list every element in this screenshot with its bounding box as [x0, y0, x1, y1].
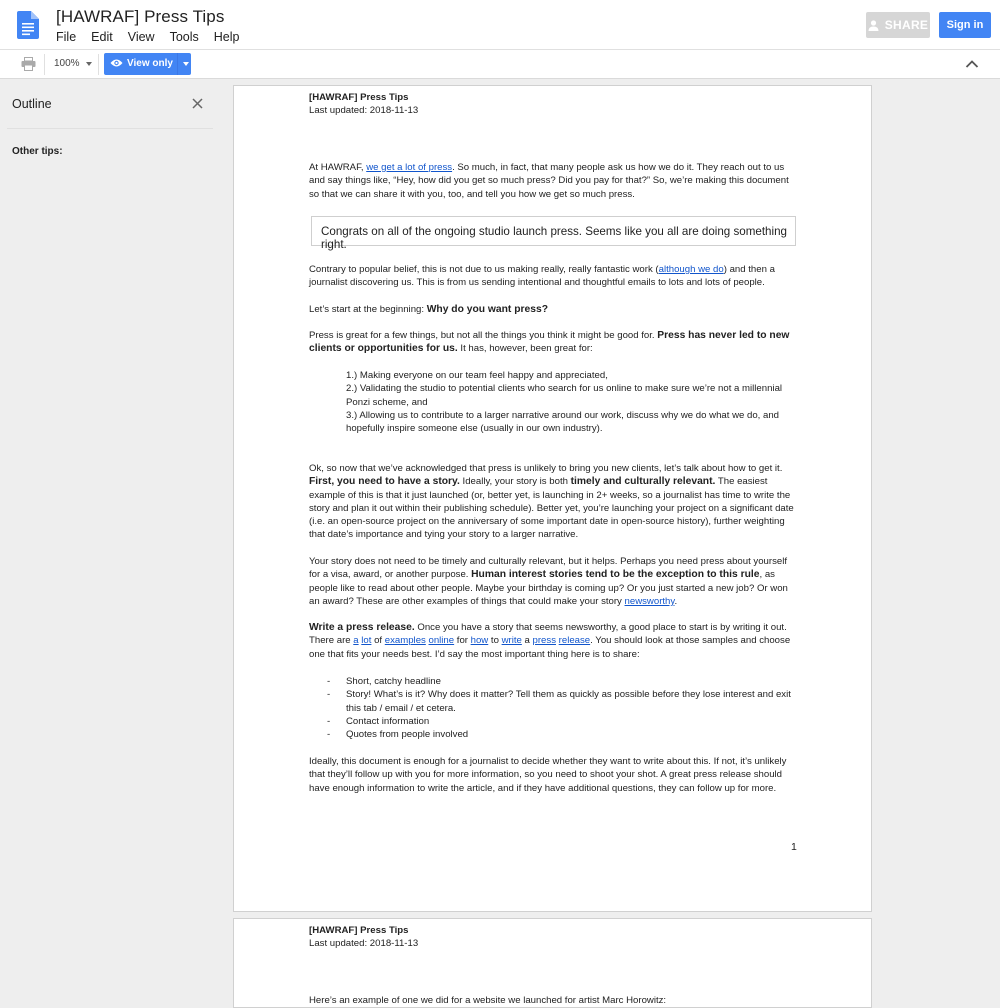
story-paragraph	[309, 462, 798, 542]
google-docs-logo-icon[interactable]	[17, 11, 39, 39]
document-page	[233, 918, 872, 1008]
bold-run: First, you need to have a story.	[309, 476, 460, 488]
text-run: It has, however, been great for:	[457, 343, 593, 355]
toolbar-separator	[98, 54, 99, 75]
text-run: Contrary to popular belief, this is not due to us making really, really fantastic work (	[309, 264, 659, 275]
list-item-text: Contact information	[346, 715, 430, 727]
close-icon[interactable]	[192, 98, 203, 109]
header-title: [HAWRAF] Press Tips	[309, 925, 409, 936]
list-item: 2.) Validating the studio to potential clients who search for us online to make sure we’re not a millennial Ponzi scheme, and	[346, 383, 783, 408]
person-icon	[868, 20, 879, 31]
text-run: .	[674, 595, 678, 607]
list-item: 3.) Allowing us to contribute to a larger narrative around our work, discuss why we do what we do, and hopefully inspire someone else (usually in our own industry).	[346, 409, 780, 435]
outline-panel	[0, 79, 225, 1000]
text-run: Once you have a story that seems newsworthy, a good place to start is by writing it out. There are	[309, 622, 787, 647]
list-item	[327, 675, 797, 688]
example-link[interactable]: a	[353, 635, 359, 647]
page-number: 1	[791, 841, 797, 853]
newsworthy-link[interactable]: newsworthy	[624, 595, 675, 607]
example-link[interactable]: online	[428, 635, 455, 647]
intro-paragraph	[309, 161, 798, 201]
eye-icon	[110, 58, 123, 68]
menu-bar	[56, 29, 254, 45]
menu-view[interactable]: View	[127, 30, 155, 44]
document-page	[233, 85, 872, 912]
human-interest-paragraph	[309, 555, 798, 608]
list-item	[327, 688, 797, 715]
toolbar-separator	[44, 54, 45, 75]
list-item-text: Quotes from people involved	[346, 729, 469, 741]
text-run: to	[488, 635, 502, 647]
quote-box: Congrats on all of the ongoing studio launch press. Seems like you all are doing something right.	[311, 216, 796, 246]
press-link[interactable]: we get a lot of press	[366, 162, 453, 173]
document-title: [HAWRAF] Press Tips	[56, 7, 225, 26]
header-date: Last updated: 2018-11-13	[309, 938, 419, 950]
menu-edit[interactable]: Edit	[91, 30, 113, 44]
share-button[interactable]	[866, 12, 930, 38]
view-mode-button[interactable]	[104, 53, 191, 75]
list-item	[327, 715, 797, 728]
list-item	[327, 728, 797, 741]
example-link[interactable]: press	[532, 635, 556, 647]
zoom-select[interactable]: 100%	[54, 58, 80, 69]
print-icon[interactable]	[21, 57, 36, 71]
text-run: of	[371, 635, 385, 647]
list-item: 1.) Making everyone on our team feel happy and appreciated,	[346, 370, 608, 381]
bold-run: Write a press release.	[309, 622, 415, 633]
header-title: [HAWRAF] Press Tips	[309, 92, 409, 103]
page-header	[309, 91, 798, 118]
bullet-dash: -	[327, 676, 331, 687]
great-paragraph	[309, 329, 798, 356]
text-run: a	[521, 635, 533, 647]
toolbar	[0, 50, 1000, 79]
text-run: The easiest example of this is that it just launched (or, better yet, is launching in 2+ weeks, so a journalist has time to write the story and plan it out within their publishing schedule). Better yet, you’re launching your project on a significant date (i.e. an open-source project on the anniversary of some important date in open-source history), further weighting that date’s importance and tying your story to a larger narrative.	[309, 476, 794, 541]
text-run: ) and then a journalist discovering us. This is from us sending intentional and thoughtful emails to lots and lots of people.	[309, 264, 775, 289]
list-item-text: Short, catchy headline	[346, 676, 441, 687]
text-run: At HAWRAF,	[309, 162, 367, 173]
text-run: Let’s start at the beginning:	[309, 304, 427, 315]
text-run: Ideally, your story is both	[459, 476, 571, 488]
bold-run: Press has never led to new clients or opportunities for us.	[309, 330, 790, 355]
app-header	[0, 0, 1000, 50]
header-date: Last updated: 2018-11-13	[309, 105, 419, 117]
menu-help[interactable]: Help	[213, 30, 240, 44]
text-run: Your story does not need to be timely and culturally relevant, but it helps. Perhaps you need press about yourself for a visa, award, or another purpose.	[309, 556, 788, 581]
view-mode-caret-icon[interactable]	[183, 62, 189, 66]
text-run: Press is great for a few things, but not all the things you think it might be good for.	[309, 330, 658, 341]
benefits-list	[346, 369, 786, 435]
menu-tools[interactable]: Tools	[169, 30, 199, 44]
example-link[interactable]: examples	[384, 635, 426, 647]
example-link[interactable]: how	[470, 635, 489, 647]
press-release-paragraph	[309, 621, 798, 661]
list-item-text: Story! What’s is it? Why does it matter? Tell them as quickly as possible before they lose interest and exit this tab / email / et cetera.	[346, 689, 791, 714]
bold-run: Human interest stories tend to be the exception to this rule	[471, 569, 760, 581]
work-link[interactable]: although we do	[658, 264, 724, 275]
bullet-dash: -	[327, 729, 331, 741]
example-link[interactable]: lot	[361, 635, 372, 647]
sign-in-button[interactable]: Sign in	[939, 12, 991, 38]
text-run: Ok, so now that we’ve acknowledged that press is unlikely to bring you new clients, let’s talk about how to get it.	[309, 463, 783, 474]
heading-why-press: Why do you want press?	[426, 304, 548, 315]
chevron-up-icon[interactable]	[965, 59, 979, 69]
bullet-dash: -	[327, 689, 331, 701]
view-mode-divider	[177, 53, 178, 75]
zoom-caret-icon[interactable]	[86, 62, 92, 66]
start-paragraph	[309, 303, 798, 316]
view-mode-label: View only	[127, 58, 173, 69]
paragraph-text: Ideally, this document is enough for a journalist to decide whether they want to write about this. If not, it’s unlikely that they’ll follow up with you for more information, so you need to shoot your shot. A great press release should have enough information to write the article, and if they have additional questions, they can follow up for more.	[309, 756, 787, 794]
outline-divider	[7, 128, 213, 129]
text-run: . So much, in fact, that many people ask us how we do it. They reach out to us and say things like, “Hey, how did you get so much press? Did you pay for that?” So, we’re making this document so that we can share it with you, too, and tell you how we get so much press.	[309, 162, 789, 200]
page-header	[309, 924, 798, 951]
press-release-checklist	[327, 675, 797, 741]
example-link[interactable]: write	[501, 635, 522, 647]
share-label: SHARE	[884, 18, 929, 32]
outline-title: Outline	[12, 97, 52, 111]
outline-item[interactable]: Other tips:	[12, 146, 63, 157]
paragraph-text: Here’s an example of one we did for a website we launched for artist Marc Horowitz:	[309, 995, 667, 1006]
example-link[interactable]: release	[558, 635, 591, 647]
contrary-paragraph	[309, 263, 798, 290]
closing-paragraph	[309, 755, 798, 795]
text-run: for	[454, 635, 471, 647]
text-run: , as people like to read about other people. Maybe your birthday is coming up? Or you just started a new job? Or won an award? These are other examples of things that could make your story	[309, 569, 788, 607]
text-run: . You should look at those samples and choose one that fits your needs best. I’d say the most important thing here is to share:	[309, 635, 791, 660]
bullet-dash: -	[327, 715, 331, 727]
example-paragraph	[309, 994, 798, 1007]
menu-file[interactable]: File	[56, 30, 77, 44]
bold-run: timely and culturally relevant.	[570, 476, 716, 488]
